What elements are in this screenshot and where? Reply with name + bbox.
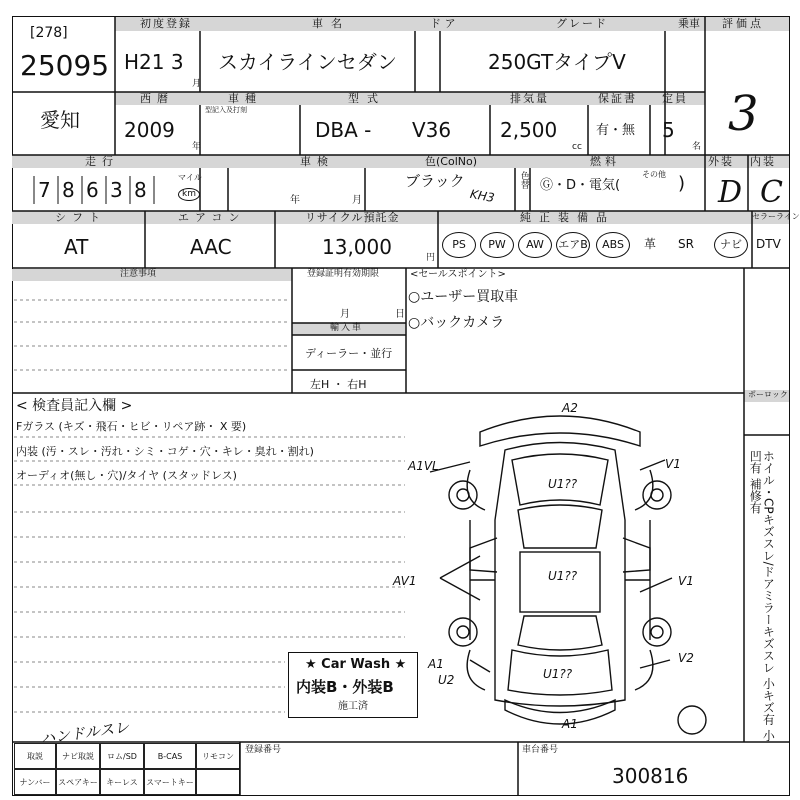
mileage-digit: 8 <box>62 178 75 202</box>
color-code: KH3 <box>468 186 496 206</box>
mileage-digit: 7 <box>38 178 51 202</box>
mileage-digit: 6 <box>86 178 99 202</box>
interior-label: 内装 <box>750 155 776 168</box>
lot-prefix: [278] <box>30 25 68 41</box>
mark-a1vl: A1VL <box>408 459 439 473</box>
import-hand: 左H ・ 右H <box>310 378 367 391</box>
first-reg-month-unit: 月 <box>192 79 202 89</box>
footer-cell: ロム/SD <box>100 743 144 769</box>
capacity-unit: 名 <box>692 142 702 152</box>
inspector-line-fglass: Fガラス (キズ・飛石・ヒビ・リペア跡・ X 要) <box>16 420 247 433</box>
footer-cell: B-CAS <box>144 743 196 769</box>
chassis-number: 300816 <box>612 764 689 788</box>
import-label: 輸入車 <box>330 323 364 333</box>
footer-cell: ナビ取説 <box>56 743 100 769</box>
equipment-item: DTV <box>756 237 781 251</box>
equipment-item: 革 <box>644 237 657 251</box>
region: 愛知 <box>40 108 80 132</box>
sales-point-1: ○ユーザー買取車 <box>408 289 519 305</box>
shaken-year: 年 <box>290 195 300 206</box>
mark-a1-b: A1 <box>562 717 578 731</box>
grade: 250GTタイプV <box>488 50 626 74</box>
reg-number-label: 登録番号 <box>245 745 282 755</box>
mark-v1-a: V1 <box>665 457 681 471</box>
displacement-label: 排気量 <box>510 92 549 105</box>
rating-value: 3 <box>728 86 759 142</box>
reg-deadline-label: 登録証明有効期限 <box>307 269 380 279</box>
year-unit: 年 <box>192 142 202 152</box>
footer-cell: リモコン <box>196 743 240 769</box>
mark-u1-c: U1?? <box>543 667 573 681</box>
footer-cell: キーレス <box>100 769 144 795</box>
equipment-item: エアB <box>556 232 590 258</box>
handwritten-note: ハンドルスレ <box>39 717 131 749</box>
capacity: 5 <box>662 118 675 142</box>
mark-v2: V2 <box>678 651 694 665</box>
year: 2009 <box>124 118 175 142</box>
exterior-grade: D <box>718 175 743 210</box>
seller-label: セラーライン <box>752 212 800 221</box>
car-wash-title: ★ Car Wash ★ <box>305 657 407 672</box>
fuel-other: その他 <box>642 170 666 179</box>
car-wash-grade: 内装B・外装B <box>296 678 394 696</box>
mark-v1-b: V1 <box>678 574 694 588</box>
mileage-label: 走行 <box>85 155 119 168</box>
side-label: ポーロック <box>748 390 788 399</box>
car-name: スカイラインセダン <box>218 50 397 74</box>
ac-label: エアコン <box>178 211 246 224</box>
model-code: V36 <box>412 118 452 142</box>
warranty-label: 保証書 <box>598 92 637 105</box>
sales-point-2: ○バックカメラ <box>408 315 505 331</box>
footer-cell: 取説 <box>14 743 56 769</box>
mileage-digit: 3 <box>110 178 123 202</box>
category-label: 車種 <box>228 92 262 105</box>
fuel-close: ) <box>678 173 686 194</box>
exterior-label: 外装 <box>708 155 734 168</box>
equipment-item: ナビ <box>714 232 748 258</box>
year-label: 西暦 <box>140 92 174 105</box>
model-prefix: DBA - <box>315 118 372 142</box>
yen-unit: 円 <box>426 253 436 263</box>
car-wash-done: 施工済 <box>338 701 368 712</box>
notes-label: 注意事項 <box>120 269 157 279</box>
recycle-label: リサイクル預託金 <box>305 211 400 224</box>
shift-label: シフト <box>55 211 106 224</box>
footer-cell: ナンバー <box>14 769 56 795</box>
color-value: ブラック <box>405 172 465 190</box>
sales-points-label: <セールスポイント> <box>410 269 506 280</box>
warranty: 有・無 <box>596 123 636 138</box>
mark-u1-b: U1?? <box>548 569 578 583</box>
footer-cell: スマートキー <box>144 769 196 795</box>
seats-label: 乗車 <box>678 17 700 30</box>
shift-value: AT <box>64 235 89 259</box>
equipment-item: PS <box>442 232 476 258</box>
mark-u2: U2 <box>438 673 455 687</box>
color-label: 色(ColNo) <box>425 155 478 168</box>
displacement: 2,500 <box>500 118 558 142</box>
model-label: 型式 <box>348 92 386 105</box>
equipment-label: 純正装備品 <box>520 211 615 224</box>
interior-grade: C <box>760 175 783 210</box>
mileage-unit: km <box>178 188 200 201</box>
ac-value: AAC <box>190 235 232 259</box>
side-vertical-text: ホイル・CPキズスレ/ドアミラーキズスレ 小キズ有 小凹有 補修有 <box>748 450 776 742</box>
category-sub-label: 型記入及打刻 <box>205 106 247 114</box>
mark-a2: A2 <box>562 401 578 415</box>
reg-day: 日 <box>395 309 405 320</box>
inspector-line-interior: 内装 (汚・スレ・汚れ・シミ・コゲ・穴・キレ・臭れ・割れ) <box>16 445 314 458</box>
equipment-item: PW <box>480 232 514 258</box>
mileage-unit-top: マイル <box>178 173 202 182</box>
mark-a1-a: A1 <box>428 657 444 671</box>
mark-u1-a: U1?? <box>548 477 578 491</box>
first-reg-label: 初度登録 <box>140 17 192 30</box>
rating-label: 評価点 <box>722 17 764 30</box>
recycle-fee: 13,000 <box>322 235 392 259</box>
grade-label: グレード <box>556 17 608 30</box>
lot-number: 25095 <box>20 49 110 82</box>
color-change: 色替 <box>518 171 529 189</box>
car-name-label: 車名 <box>312 17 350 30</box>
cc-unit: cc <box>572 142 582 152</box>
door-label: ドア <box>430 17 460 30</box>
shaken-label: 車検 <box>300 155 334 168</box>
chassis-label: 車台番号 <box>522 745 559 755</box>
equipment-item: AW <box>518 232 552 258</box>
equipment-item: ABS <box>596 232 630 258</box>
footer-cell: スペアキー <box>56 769 100 795</box>
import-type: ディーラー・並行 <box>305 347 393 360</box>
fuel-label: 燃料 <box>590 155 620 168</box>
mark-av1: AV1 <box>393 574 417 588</box>
equipment-item: SR <box>678 237 694 251</box>
capacity-label: 定員 <box>662 92 688 105</box>
reg-month: 月 <box>340 309 350 320</box>
fuel-options: Ⓖ・D・電気( <box>540 178 621 193</box>
inspector-title: < 検査員記入欄 > <box>16 398 133 414</box>
shaken-month: 月 <box>352 195 362 206</box>
inspector-line-audio: オーディオ(無し・穴)/タイヤ (スタッドレス) <box>16 469 237 482</box>
first-reg: H21 3 <box>124 50 184 74</box>
mileage-digit: 8 <box>134 178 147 202</box>
